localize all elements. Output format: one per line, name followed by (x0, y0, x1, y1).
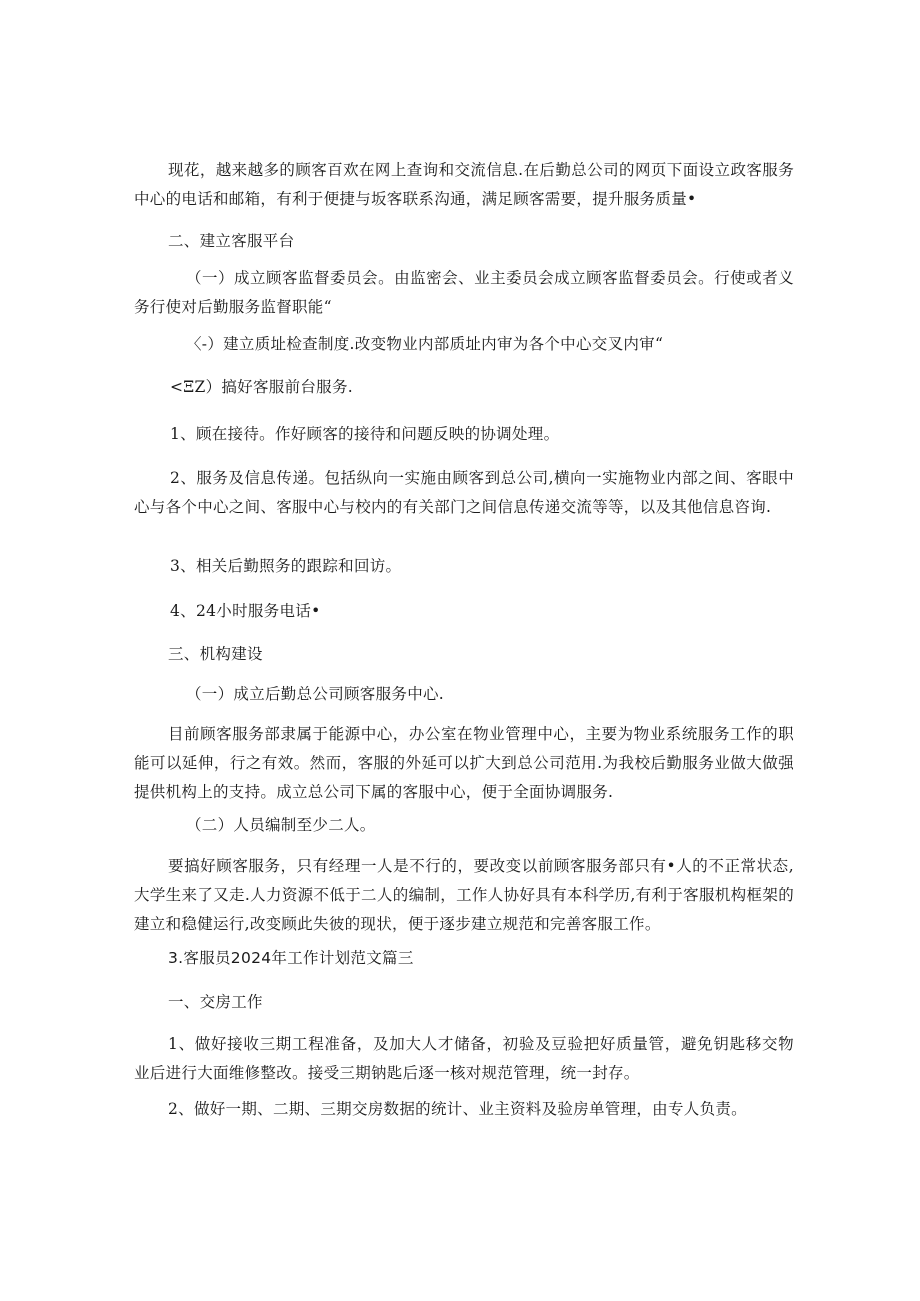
list-item-hotline: 4、24小时服务电话• (170, 602, 321, 620)
paragraph-front-desk: <ΞZ）搞好客服前台服务. (170, 378, 353, 396)
list-item-reception: 1、顾在接待。作好顾客的接待和问题反映的协调处理。 (170, 425, 560, 443)
section-title-plan-three: 3.客服员2024年工作计划范文篇三 (168, 949, 414, 967)
paragraph-staffing-detail: 要搞好顾客服务，只有经理一人是不行的，要改变以前顾客服务部只有•人的不正常状态,大学生来了又走.人力资源不低于二人的编制，工作人协好具有本科学历,有利于客服机构框架的建立和稳健运行,改变顾此失彼的现状，便于逐步建立规范和完善客服工作。 (134, 857, 794, 933)
heading-organization: 三、机构建设 (168, 645, 263, 663)
list-item-data-stats: 2、做好一期、二期、三期交房数据的统计、业主资料及验房单管理，由专人负责。 (168, 1100, 747, 1118)
list-item-info-transfer: 2、服务及信息传递。包括纵向一实施由顾客到总公司,横向一实施物业内部之间、客眼中心与各个中心之间、客服中心与校内的有关部门之间信息传递交流等等，以及其他信息咨询. (134, 469, 794, 516)
heading-build-platform: 二、建立客服平台 (168, 232, 295, 250)
list-item-follow-up: 3、相关后勤照务的跟踪和回访。 (170, 557, 402, 575)
paragraph-current-status: 目前顾客服务部隶属于能源中心，办公室在物业管理中心，主要为物业系统服务工作的职能可以延伸，行之有效。然而，客服的外延可以扩大到总公司范用.为我校后勤服务业做大做强提供机构上的支持。成立总公司下属的客服中心，便于全面协调服务. (134, 725, 794, 801)
paragraph-supervision-committee: （一）成立顾客监督委员会。由监密会、业主委员会成立顾客监督委员会。行使或者义务行使对后勤服务监督职能“ (134, 269, 794, 316)
paragraph-service-center: （一）成立后勤总公司顾客服务中心. (186, 685, 445, 703)
paragraph-staffing: （二）人员编制至少二人。 (186, 816, 376, 834)
heading-handover: 一、交房工作 (168, 993, 263, 1011)
paragraph-web-service: 现花，越来越多的顾客百欢在网上查询和交流信息.在后勤总公司的网页下面设立政客服务中心的电话和邮箱，有利于便捷与坂客联系沟通，满足顾客需要，提升服务质量• (134, 161, 794, 208)
list-item-phase-three: 1、做好接收三期工程准备，及加大人才储备，初验及豆验把好质量管，避免钥匙移交物业后进行大面维修整改。接受三期钠匙后逐一核对规范管理，统一封存。 (134, 1035, 794, 1082)
paragraph-quality-inspection: 〈-）建立质址检查制度.改变物业内部质址内审为各个中心交叉内审“ (186, 335, 664, 353)
